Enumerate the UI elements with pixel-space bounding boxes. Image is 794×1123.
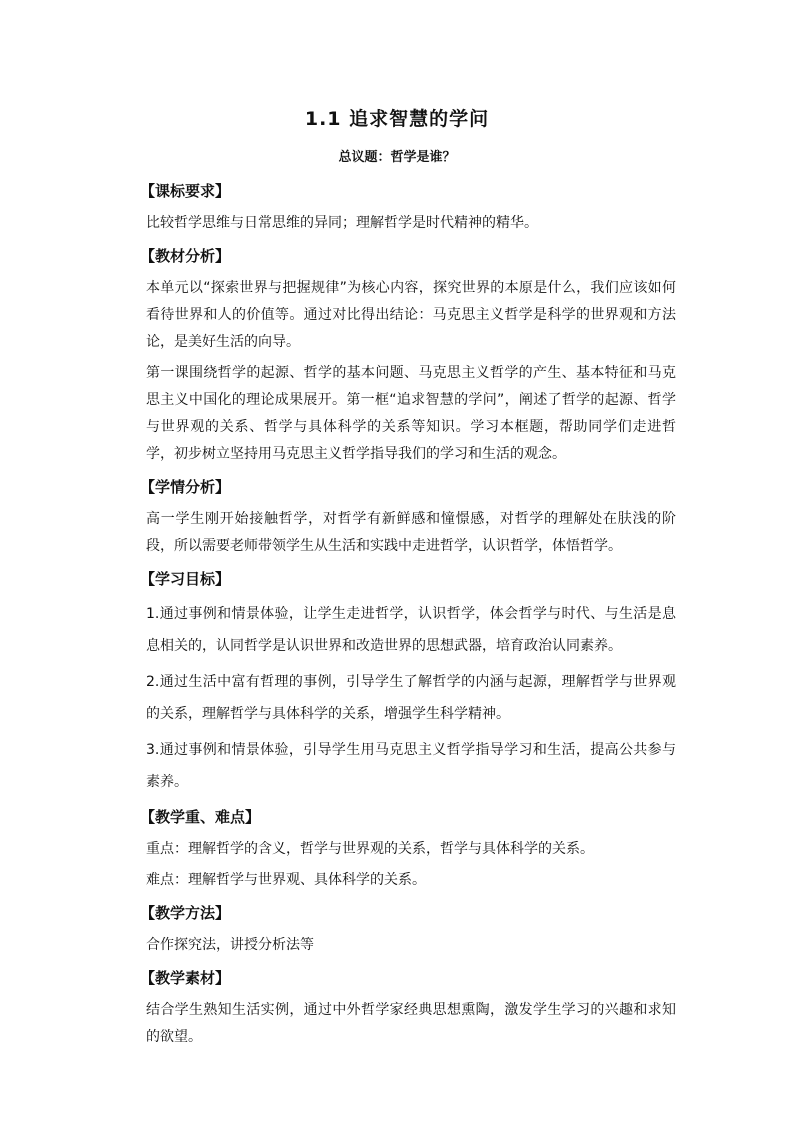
section-paragraph: 合作探究法，讲授分析法等	[146, 937, 314, 953]
section-heading-curriculum: 【课标要求】	[140, 182, 231, 200]
goal-item: 2.通过生活中富有哲理的事例，引导学生了解哲学的内涵与起源，理解哲学与世界观的关系，理解哲学与具体科学的关系，增强学生科学精神。	[146, 674, 676, 722]
document-title: 1.1 追求智慧的学问	[304, 108, 490, 130]
section-paragraph: 难点：理解哲学与世界观、具体科学的关系。	[146, 872, 426, 888]
section-heading-goals: 【学习目标】	[140, 570, 231, 588]
goal-item: 1.通过事例和情景体验，让学生走进哲学，认识哲学，体会哲学与时代、与生活是息息相关的，认同哲学是认识世界和改造世界的思想武器，培育政治认同素养。	[146, 606, 676, 654]
section-heading-learners: 【学情分析】	[140, 478, 231, 496]
document-body	[140, 172, 676, 1055]
section-heading-textbook: 【教材分析】	[140, 247, 231, 265]
section-paragraph: 比较哲学思维与日常思维的异同；理解哲学是时代精神的精华。	[146, 215, 538, 231]
section-paragraph: 重点：理解哲学的含义，哲学与世界观的关系，哲学与具体科学的关系。	[146, 841, 594, 857]
goal-item: 3.通过事例和情景体验，引导学生用马克思主义哲学指导学习和生活，提高公共参与素养。	[146, 742, 676, 790]
section-heading-materials: 【教学素材】	[140, 969, 231, 987]
section-heading-key-points: 【教学重、难点】	[140, 808, 261, 826]
section-paragraph: 高一学生刚开始接触哲学，对哲学有新鲜感和憧憬感，对哲学的理解处在肤浅的阶段，所以需要老师带领学生从生活和实践中走进哲学，认识哲学，体悟哲学。	[146, 511, 676, 554]
section-paragraph: 第一课围绕哲学的起源、哲学的基本问题、马克思主义哲学的产生、基本特征和马克思主义中国化的理论成果展开。第一框“追求智慧的学问”，阐述了哲学的起源、哲学与世界观的关系、哲学与具体科学的关系等知识。学习本框题，帮助同学们走进哲学，初步树立坚持用马克思主义哲学指导我们的学习和生活的观念。	[146, 365, 676, 462]
section-paragraph: 结合学生熟知生活实例，通过中外哲学家经典思想熏陶，激发学生学习的兴趣和求知的欲望。	[146, 1002, 676, 1045]
section-paragraph: 本单元以“探索世界与把握规律”为核心内容，探究世界的本原是什么，我们应该如何看待世界和人的价值等。通过对比得出结论：马克思主义哲学是科学的世界观和方法论，是美好生活的向导。	[146, 280, 676, 350]
section-heading-methods: 【教学方法】	[140, 904, 231, 922]
document-subtitle: 总议题：哲学是谁？	[338, 150, 456, 165]
